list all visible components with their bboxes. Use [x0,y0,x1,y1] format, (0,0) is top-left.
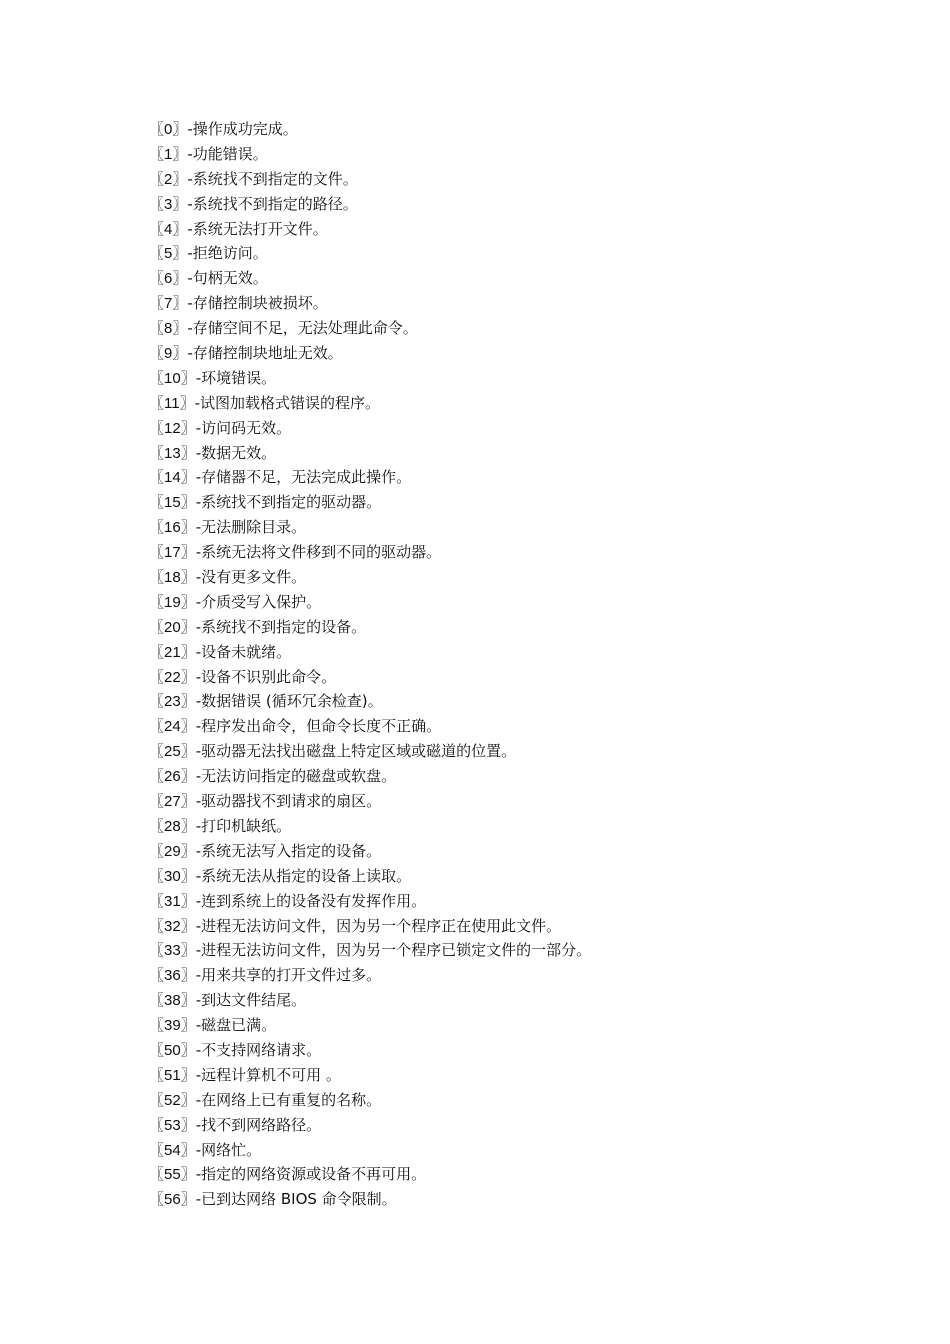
error-code: 〖23〗 [149,693,196,711]
error-description: -存储器不足，无法完成此操作。 [195,468,412,487]
error-description: -进程无法访问文件，因为另一个程序正在使用此文件。 [195,916,562,935]
list-item [149,142,591,167]
error-code: 〖50〗 [149,1041,196,1059]
error-code: 〖7〗 [149,295,188,313]
list-item [149,167,591,192]
error-code: 〖9〗 [149,345,188,363]
list-item [149,291,591,316]
list-item [149,465,591,490]
list-item [149,1138,591,1163]
error-description: -系统找不到指定的驱动器。 [195,493,382,512]
error-code: 〖30〗 [149,867,196,885]
error-code: 〖10〗 [149,369,196,387]
error-code: 〖25〗 [149,743,196,761]
error-description: -系统无法打开文件。 [187,219,328,238]
error-description: -系统无法从指定的设备上读取。 [195,866,412,885]
list-item [149,1013,591,1038]
error-code: 〖2〗 [149,170,188,188]
list-item [149,416,591,441]
error-description: -系统无法写入指定的设备。 [195,841,382,860]
error-description: -系统找不到指定的路径。 [187,194,358,213]
list-item [149,988,591,1013]
error-description: -系统找不到指定的文件。 [187,169,358,188]
list-item [149,1038,591,1063]
error-code: 〖29〗 [149,842,196,860]
error-code-list [149,117,591,1212]
error-code: 〖1〗 [149,145,188,163]
list-item [149,739,591,764]
error-description: -打印机缺纸。 [195,816,292,835]
list-item [149,864,591,889]
error-code: 〖32〗 [149,917,196,935]
error-code: 〖11〗 [149,394,195,412]
list-item [149,441,591,466]
error-description: -指定的网络资源或设备不再可用。 [195,1165,427,1184]
error-description: -连到系统上的设备没有发挥作用。 [195,891,427,910]
list-item [149,1187,591,1212]
error-description: -系统找不到指定的设备。 [195,617,367,636]
error-description: -存储空间不足，无法处理此命令。 [187,319,418,338]
error-code: 〖18〗 [149,569,196,587]
list-item [149,914,591,939]
list-item [149,590,591,615]
error-description: -试图加载格式错误的程序。 [194,393,380,412]
error-description: -操作成功完成。 [187,120,298,138]
error-code: 〖16〗 [149,519,196,537]
error-code: 〖14〗 [149,469,196,487]
error-description: -访问码无效。 [195,418,292,437]
error-code: 〖26〗 [149,768,196,786]
list-item [149,615,591,640]
error-description: -在网络上已有重复的名称。 [195,1090,382,1109]
error-code: 〖33〗 [149,942,196,960]
error-description: -网络忙。 [195,1140,262,1159]
error-code: 〖51〗 [149,1066,196,1084]
error-description: -功能错误。 [187,144,268,163]
list-item [149,889,591,914]
error-code: 〖24〗 [149,718,196,736]
error-description: -存储控制块地址无效。 [187,344,343,363]
error-code: 〖38〗 [149,992,196,1010]
error-code: 〖53〗 [149,1116,196,1134]
error-description: -驱动器无法找出磁盘上特定区域或磁道的位置。 [195,742,517,761]
list-item [149,565,591,590]
error-code: 〖20〗 [149,618,196,636]
error-code: 〖17〗 [149,544,196,562]
error-code: 〖15〗 [149,494,196,512]
error-description: -用来共享的打开文件过多。 [195,966,382,985]
list-item [149,1113,591,1138]
list-item [149,241,591,266]
error-description: -无法访问指定的磁盘或软盘。 [195,767,397,786]
error-code: 〖39〗 [149,1017,196,1035]
list-item [149,814,591,839]
error-code: 〖54〗 [149,1141,196,1159]
list-item [149,938,591,963]
list-item [149,540,591,565]
error-code: 〖0〗 [149,121,188,138]
error-description: -存储控制块被损坏。 [187,294,328,313]
error-description: -驱动器找不到请求的扇区。 [195,792,382,811]
error-description: -数据错误 (循环冗余检查)。 [195,692,383,711]
error-code: 〖27〗 [149,793,196,811]
error-code: 〖6〗 [149,270,188,288]
list-item [149,714,591,739]
list-item [149,665,591,690]
error-description: -程序发出命令，但命令长度不正确。 [195,717,442,736]
error-description: -远程计算机不可用 。 [195,1065,341,1084]
error-description: -系统无法将文件移到不同的驱动器。 [195,543,442,562]
error-description: -找不到网络路径。 [195,1115,322,1134]
error-code: 〖52〗 [149,1091,196,1109]
error-description: -拒绝访问。 [187,244,268,263]
list-item [149,217,591,242]
error-description: -介质受写入保护。 [195,592,322,611]
error-code: 〖5〗 [149,245,188,263]
error-code: 〖21〗 [149,643,196,661]
list-item [149,490,591,515]
error-code: 〖22〗 [149,668,196,686]
error-description: -句柄无效。 [187,269,268,288]
list-item [149,316,591,341]
error-code: 〖19〗 [149,593,196,611]
error-description: -设备未就绪。 [195,642,292,661]
list-item [149,963,591,988]
error-code: 〖28〗 [149,817,196,835]
error-description: -没有更多文件。 [195,568,307,587]
list-item [149,1088,591,1113]
error-description: -已到达网络 BIOS 命令限制。 [195,1190,397,1209]
list-item [149,689,591,714]
error-description: -环境错误。 [195,368,277,387]
error-code: 〖55〗 [149,1166,196,1184]
error-description: -无法删除目录。 [195,518,307,537]
list-item [149,266,591,291]
error-code: 〖56〗 [149,1191,196,1209]
error-description: -磁盘已满。 [195,1016,277,1035]
error-description: -到达文件结尾。 [195,991,307,1010]
list-item [149,341,591,366]
list-item [149,1063,591,1088]
error-code: 〖3〗 [149,195,188,213]
list-item [149,1162,591,1187]
list-item [149,789,591,814]
list-item [149,391,591,416]
error-description: -进程无法访问文件，因为另一个程序已锁定文件的一部分。 [195,941,592,960]
error-code: 〖31〗 [149,892,196,910]
list-item [149,764,591,789]
error-description: -数据无效。 [195,443,277,462]
error-description: -设备不识别此命令。 [195,667,337,686]
error-code: 〖4〗 [149,220,188,238]
error-code: 〖13〗 [149,444,196,462]
error-description: -不支持网络请求。 [195,1040,322,1059]
list-item [149,117,591,142]
list-item [149,839,591,864]
list-item [149,366,591,391]
list-item [149,192,591,217]
list-item [149,515,591,540]
list-item [149,640,591,665]
error-code: 〖36〗 [149,967,196,985]
error-code: 〖12〗 [149,419,196,437]
error-code: 〖8〗 [149,320,188,338]
